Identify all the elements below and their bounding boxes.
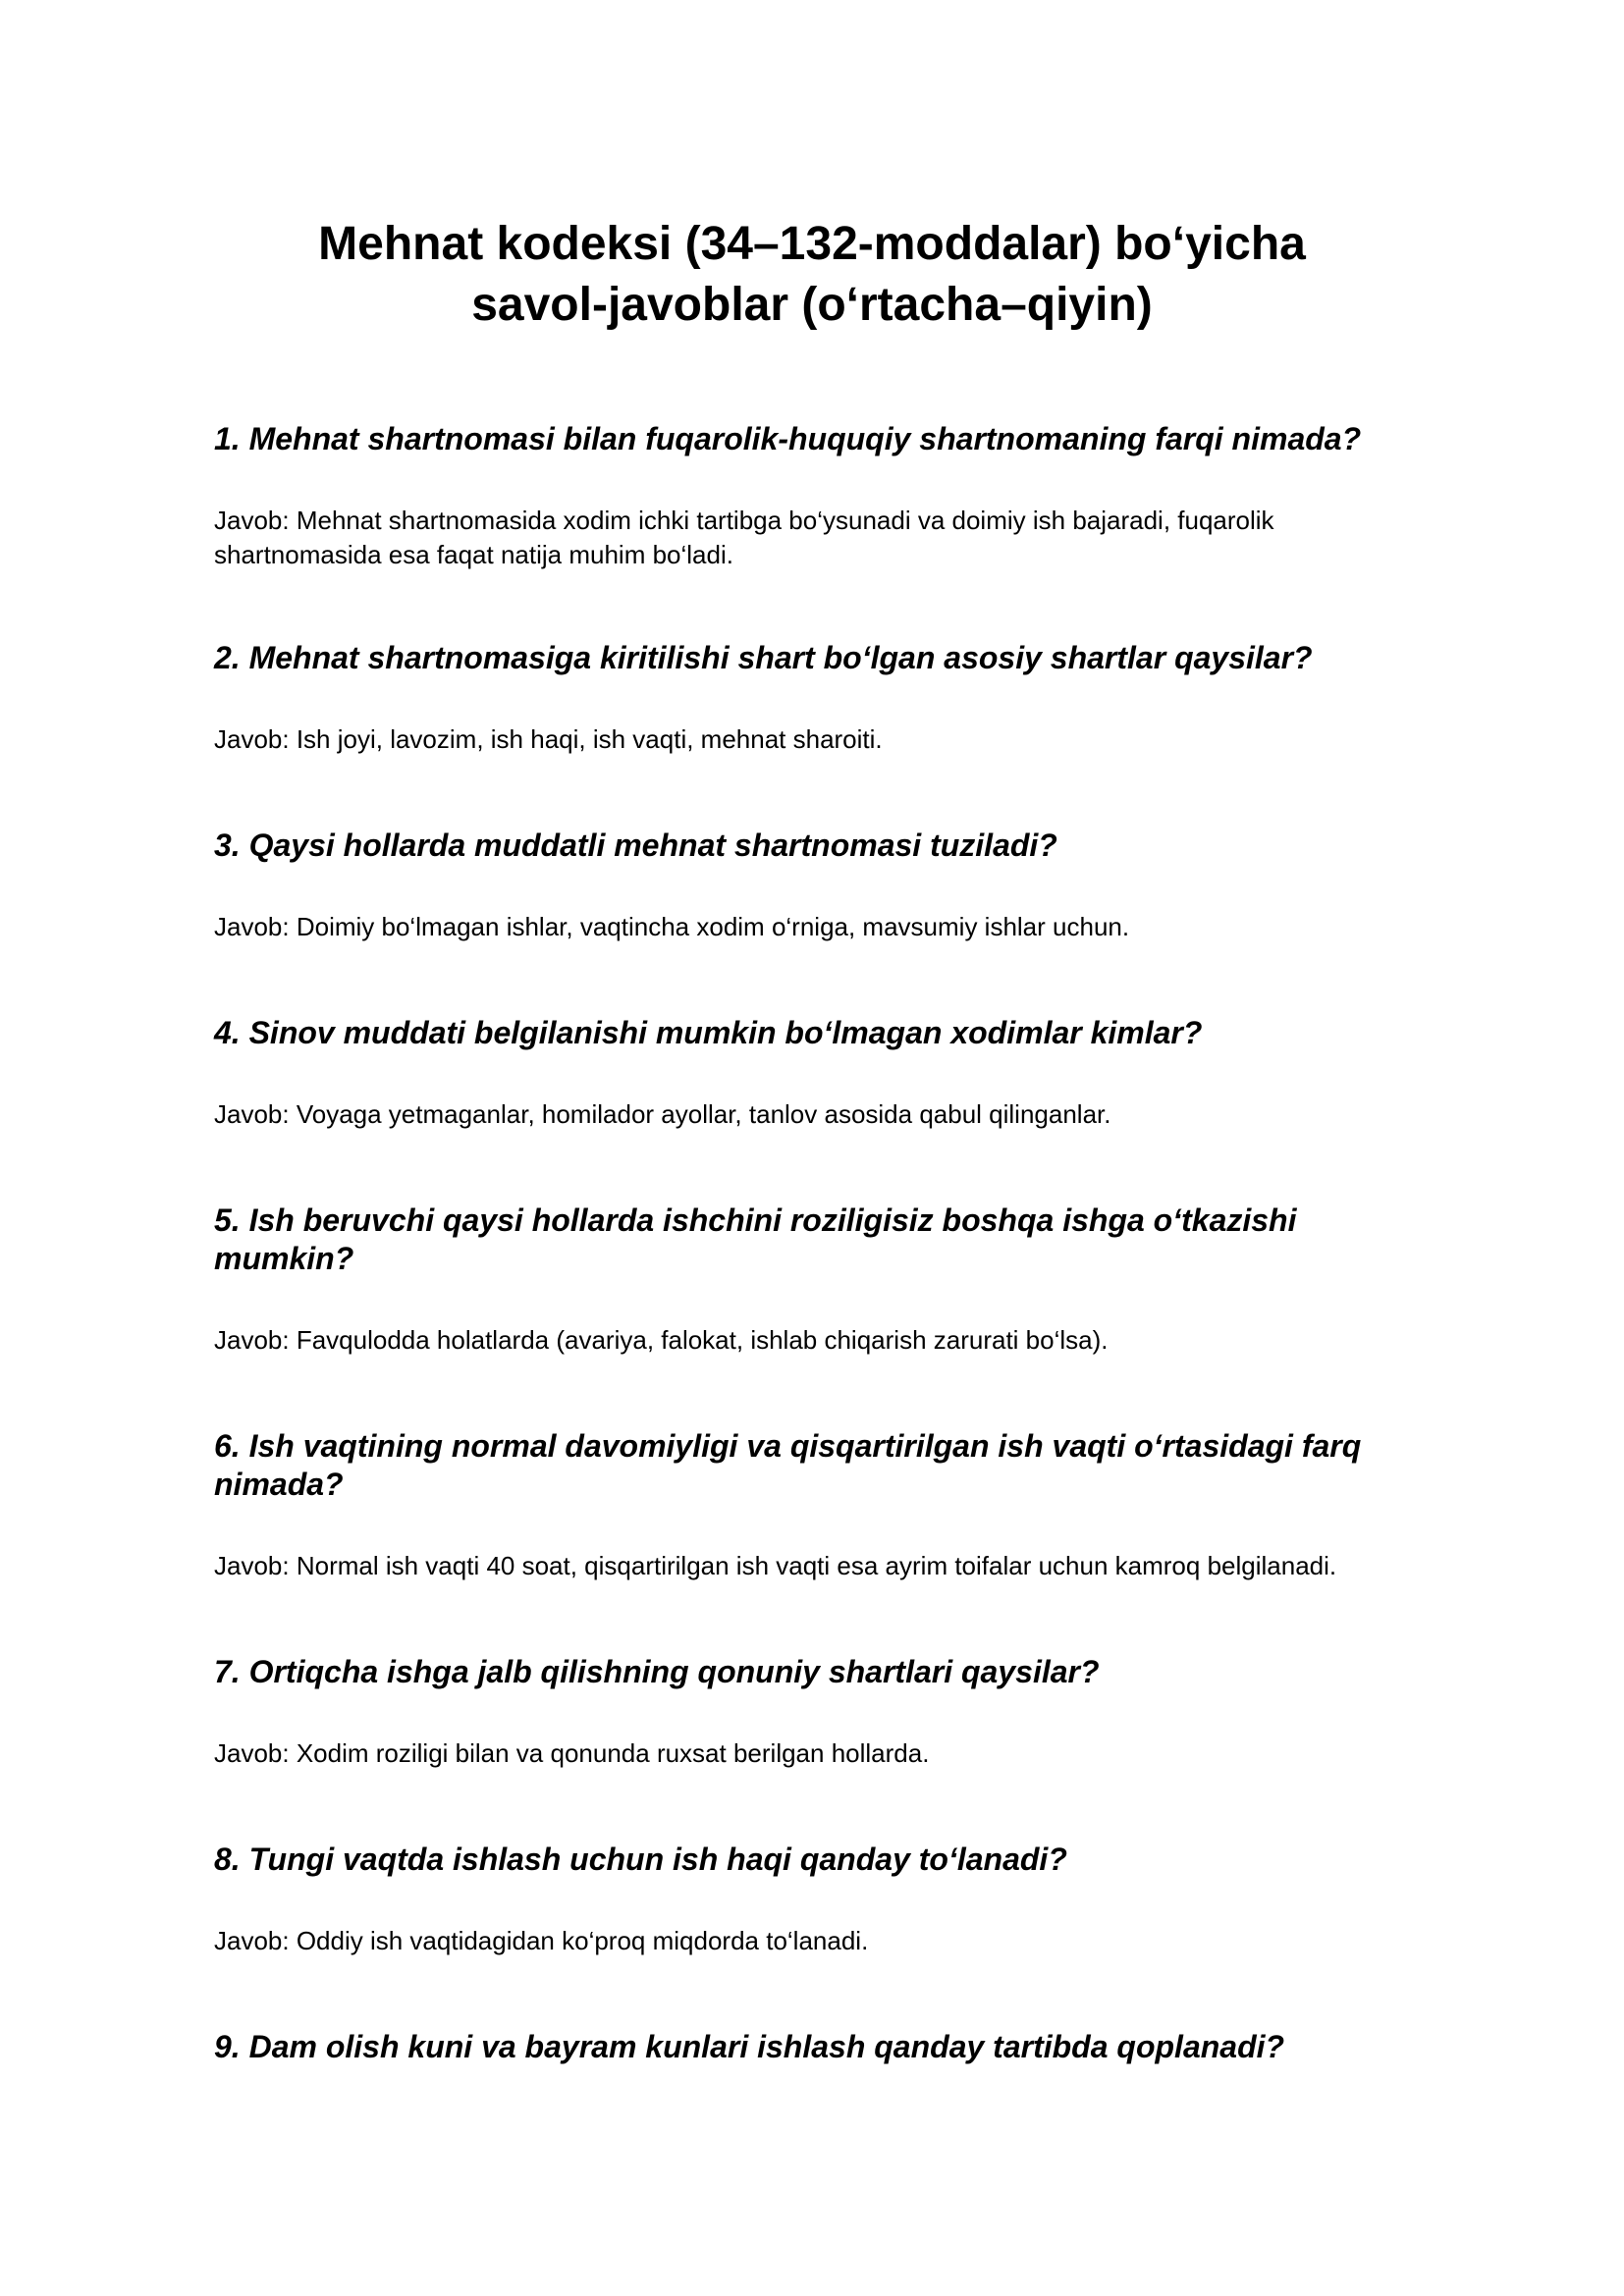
- qa-item-8: [214, 1841, 1432, 1958]
- answer-3: Javob: Doimiy bo‘lmagan ishlar, vaqtincha xodim o‘rniga, mavsumiy ishlar uchun.: [214, 912, 1130, 941]
- document-title: [0, 214, 1624, 336]
- answer-1: Javob: Mehnat shartnomasida xodim ichki tartibga bo‘ysunadi va doimiy ish bajaradi, fuqarolik shartnomasida esa faqat natija muhim bo‘ladi.: [214, 506, 1274, 569]
- qa-item-4: [214, 1014, 1432, 1132]
- question-6: 6. Ish vaqtining normal davomiyligi va qisqartirilgan ish vaqti o‘rtasidagi farq nimada?: [214, 1428, 1362, 1502]
- question-4: 4. Sinov muddati belgilanishi mumkin bo‘lmagan xodimlar kimlar?: [214, 1015, 1203, 1050]
- qa-item-9: [214, 2028, 1432, 2066]
- question-9: 9. Dam olish kuni va bayram kunlari ishlash qanday tartibda qoplanadi?: [214, 2029, 1285, 2064]
- question-8: 8. Tungi vaqtda ishlash uchun ish haqi qanday to‘lanadi?: [214, 1842, 1067, 1877]
- document-title-line-2: savol-javoblar (o‘rtacha–qiyin): [471, 279, 1153, 331]
- qa-item-5: [214, 1201, 1432, 1358]
- answer-7: Javob: Xodim roziligi bilan va qonunda ruxsat berilgan hollarda.: [214, 1738, 930, 1768]
- qa-item-3: [214, 827, 1432, 944]
- question-2: 2. Mehnat shartnomasiga kiritilishi shart bo‘lgan asosiy shartlar qaysilar?: [214, 640, 1313, 675]
- answer-5: Javob: Favqulodda holatlarda (avariya, falokat, ishlab chiqarish zarurati bo‘lsa).: [214, 1325, 1109, 1355]
- answer-6: Javob: Normal ish vaqti 40 soat, qisqartirilgan ish vaqti esa ayrim toifalar uchun kamroq belgilanadi.: [214, 1551, 1337, 1580]
- qa-item-6: [214, 1427, 1432, 1583]
- answer-2: Javob: Ish joyi, lavozim, ish haqi, ish vaqti, mehnat sharoiti.: [214, 724, 883, 754]
- answer-4: Javob: Voyaga yetmaganlar, homilador ayollar, tanlov asosida qabul qilinganlar.: [214, 1099, 1111, 1129]
- document-title-line-1: Mehnat kodeksi (34–132-moddalar) bo‘yicha: [318, 218, 1306, 270]
- question-7: 7. Ortiqcha ishga jalb qilishning qonuniy shartlari qaysilar?: [214, 1654, 1100, 1689]
- qa-item-1: [214, 420, 1432, 572]
- qa-item-7: [214, 1653, 1432, 1771]
- qa-item-2: [214, 639, 1432, 757]
- question-3: 3. Qaysi hollarda muddatli mehnat shartnomasi tuziladi?: [214, 828, 1057, 863]
- question-5: 5. Ish beruvchi qaysi hollarda ishchini roziligisiz boshqa ishga o‘tkazishi mumkin?: [214, 1202, 1297, 1276]
- answer-8: Javob: Oddiy ish vaqtidagidan ko‘proq miqdorda to‘lanadi.: [214, 1926, 869, 1955]
- question-1: 1. Mehnat shartnomasi bilan fuqarolik-huquqiy shartnomaning farqi nimada?: [214, 421, 1362, 456]
